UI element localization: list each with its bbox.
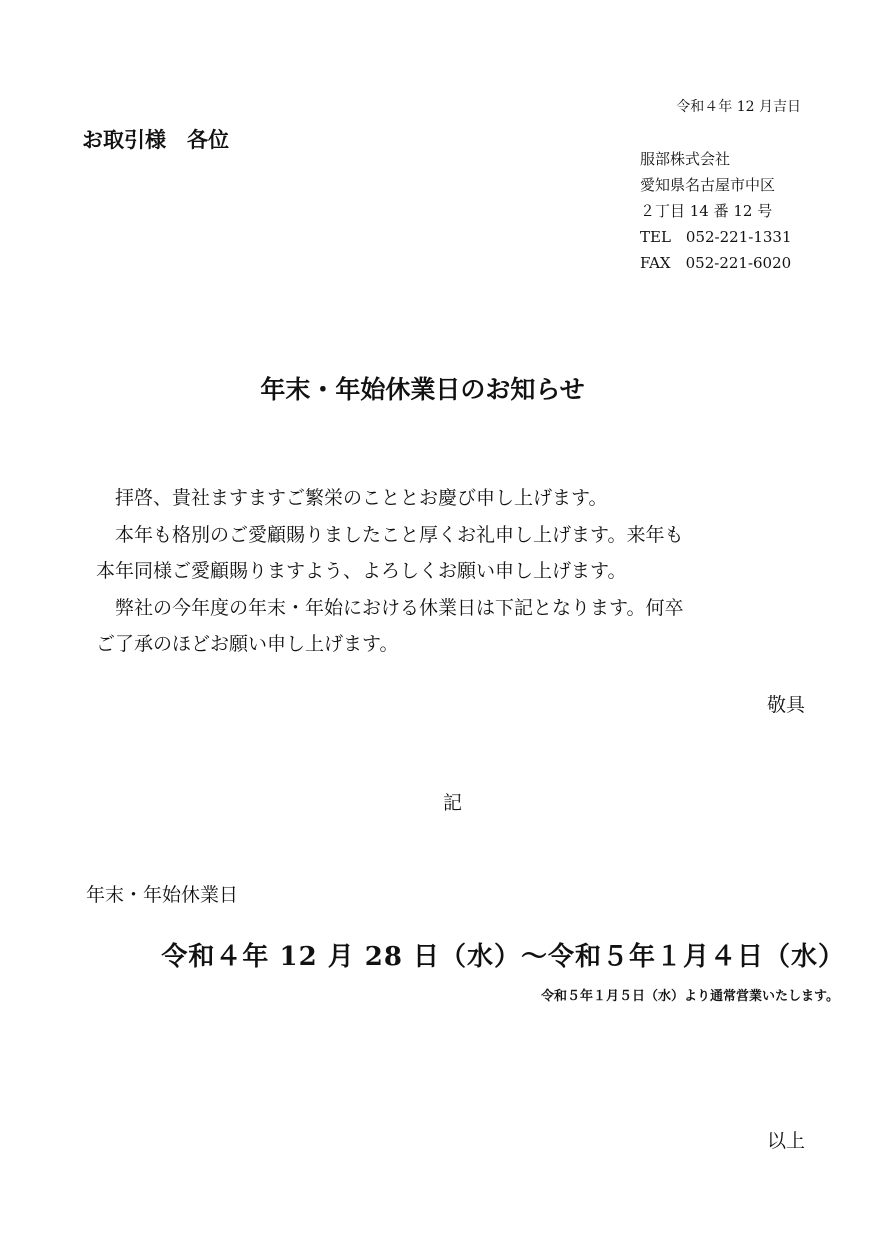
sender-company: 服部株式会社 (640, 150, 731, 168)
holiday-period: 令和４年 12 月 28 日（水）～令和５年１月４日（水） (161, 942, 845, 972)
closing-ijou: 以上 (766, 1130, 805, 1152)
sender-address-line-1: 愛知県名古屋市中区 (640, 176, 776, 194)
letter-body (96, 480, 796, 663)
document-title: 年末・年始休業日のお知らせ (260, 375, 585, 404)
body-line: 本年同様ご愛顧賜りますよう、よろしくお願い申し上げます。 (96, 560, 627, 582)
holiday-note: 令和５年１月５日（水）より通常営業いたします。 (541, 989, 839, 1004)
sender-fax: FAX 052-221-6020 (640, 254, 792, 272)
sender-block (640, 146, 792, 276)
closing-keigu: 敬具 (766, 694, 805, 716)
sender-address-line-2: ２丁目 14 番 12 号 (640, 202, 773, 220)
body-line: 弊社の今年度の年末・年始における休業日は下記となります。何卒 (115, 596, 684, 619)
recipient: お取引様 各位 (82, 127, 229, 152)
sender-tel: TEL 052-221-1331 (640, 228, 792, 246)
document-date: 令和４年 12 月吉日 (676, 99, 801, 115)
body-line: 拝啓、貴社ますますご繁栄のこととお慶び申し上げます。 (115, 487, 608, 509)
ki-heading: 記 (443, 792, 463, 814)
holiday-label: 年末・年始休業日 (86, 884, 239, 906)
body-line: 本年も格別のご愛顧賜りましたこと厚くお礼申し上げます。来年も (115, 523, 684, 546)
body-line: ご了承のほどお願い申し上げます。 (96, 633, 399, 655)
